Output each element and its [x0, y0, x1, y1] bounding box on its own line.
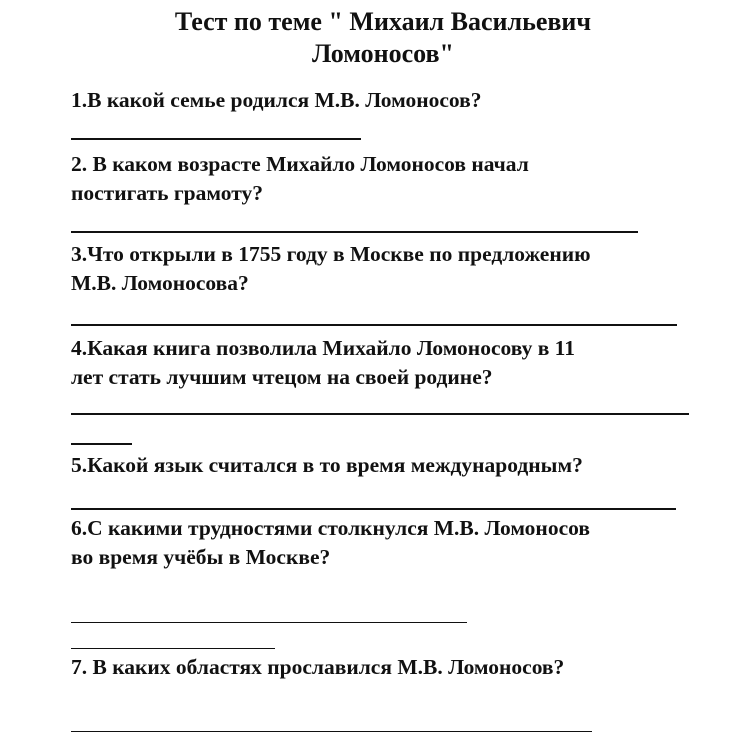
title-line-2: Ломоносов"	[312, 39, 454, 68]
answer-line-5[interactable]	[71, 508, 676, 510]
question-2-line-1: 2. В каком возрасте Михайло Ломоносов начал	[71, 152, 529, 176]
answer-line-3[interactable]	[71, 324, 677, 326]
question-5	[71, 451, 711, 480]
question-5-text: 5.Какой язык считался в то время международным?	[71, 453, 583, 477]
question-4-line-1: 4.Какая книга позволила Михайло Ломоносову в 11	[71, 336, 576, 360]
answer-line-1[interactable]	[71, 138, 361, 140]
question-3-line-1: 3.Что открыли в 1755 году в Москве по предложению	[71, 242, 591, 266]
page-title	[0, 6, 750, 70]
question-1	[71, 86, 711, 115]
question-6	[71, 514, 711, 572]
question-7	[71, 653, 711, 682]
question-6-line-2: во время учёбы в Москве?	[71, 545, 331, 569]
question-2	[71, 150, 711, 208]
question-4	[71, 334, 711, 392]
question-1-text: 1.В какой семье родился М.В. Ломоносов?	[71, 88, 482, 112]
answer-line-2[interactable]	[71, 231, 638, 233]
question-7-text: 7. В каких областях прославился М.В. Ломоносов?	[71, 655, 565, 679]
answer-line-7[interactable]	[71, 731, 592, 732]
question-3	[71, 240, 711, 298]
question-6-line-1: 6.С какими трудностями столкнулся М.В. Ломоносов	[71, 516, 590, 540]
answer-line-4b[interactable]	[71, 443, 132, 445]
answer-line-4a[interactable]	[71, 413, 689, 415]
answer-line-6b[interactable]	[71, 648, 275, 649]
question-4-line-2: лет стать лучшим чтецом на своей родине?	[71, 365, 493, 389]
question-2-line-2: постигать грамоту?	[71, 181, 263, 205]
question-3-line-2: М.В. Ломоносова?	[71, 271, 249, 295]
title-line-1: Тест по теме " Михаил Васильевич	[174, 7, 592, 36]
answer-line-6a[interactable]	[71, 622, 467, 623]
